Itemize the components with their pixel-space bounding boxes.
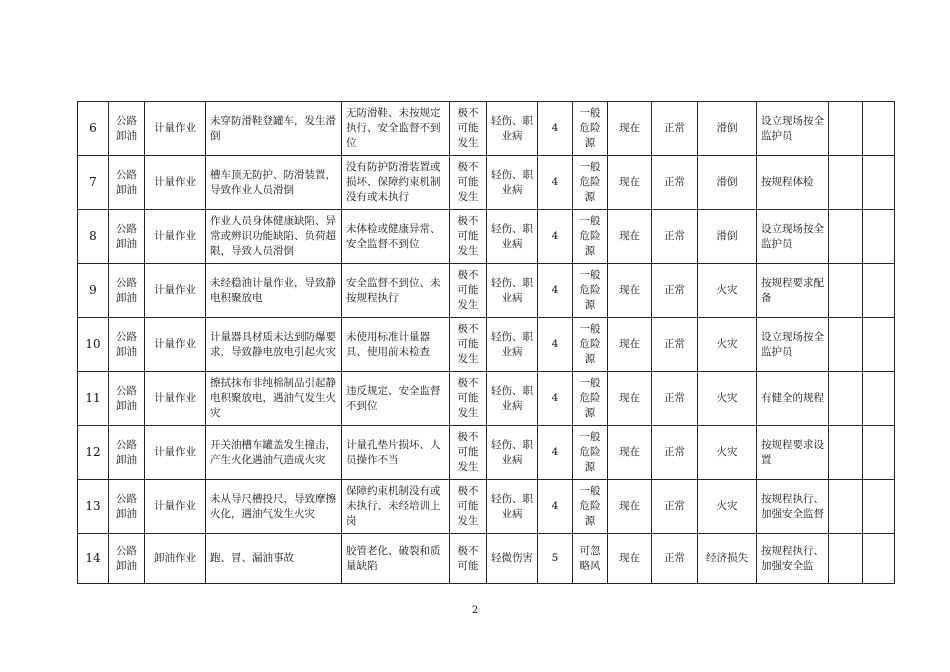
condition-cell: 正常 (652, 372, 698, 426)
condition-cell: 正常 (652, 426, 698, 480)
empty-cell (863, 264, 895, 318)
row-number: 7 (78, 156, 109, 210)
table-row (78, 264, 895, 318)
empty-cell (863, 372, 895, 426)
control-measure-cell: 按规程体检 (757, 156, 829, 210)
hazard-cell: 作业人员身体健康缺陷、异常或辨识功能缺陷、负荷超限，导致人员滑倒 (206, 210, 342, 264)
empty-cell (829, 102, 863, 156)
hazard-cell: 槽车顶无防护、防滑装置，导致作业人员滑倒 (206, 156, 342, 210)
risk-level-cell: 一般危险源 (573, 264, 608, 318)
activity-cell: 计量作业 (145, 102, 206, 156)
control-measure-cell: 按规程执行、加强安全监 (757, 534, 829, 584)
hazard-cell: 未从导尺槽投尺，导致摩擦火化，遇油气发生火灾 (206, 480, 342, 534)
empty-cell (829, 210, 863, 264)
risk-level-cell: 一般危险源 (573, 210, 608, 264)
severity-cell: 轻微伤害 (487, 534, 538, 584)
empty-cell (829, 156, 863, 210)
row-number: 9 (78, 264, 109, 318)
time-state-cell: 现在 (608, 372, 652, 426)
location-cell: 公路卸油 (109, 210, 145, 264)
score-cell: 4 (538, 318, 573, 372)
table-row (78, 534, 895, 584)
consequence-cell: 滑倒 (698, 102, 757, 156)
row-number: 8 (78, 210, 109, 264)
time-state-cell: 现在 (608, 318, 652, 372)
activity-cell: 计量作业 (145, 210, 206, 264)
table-row (78, 426, 895, 480)
consequence-cell: 滑倒 (698, 210, 757, 264)
severity-cell: 轻伤、职业病 (487, 480, 538, 534)
location-cell: 公路卸油 (109, 156, 145, 210)
activity-cell: 计量作业 (145, 426, 206, 480)
table-row (78, 480, 895, 534)
risk-assessment-table (77, 101, 895, 584)
cause-cell: 计量孔垫片损坏、人员操作不当 (342, 426, 450, 480)
control-measure-cell: 按规程执行、加强安全监督 (757, 480, 829, 534)
score-cell: 5 (538, 534, 573, 584)
location-cell: 公路卸油 (109, 372, 145, 426)
severity-cell: 轻伤、职业病 (487, 318, 538, 372)
likelihood-cell: 极不可能 (450, 534, 487, 584)
score-cell: 4 (538, 426, 573, 480)
row-number: 10 (78, 318, 109, 372)
page-number: 2 (471, 605, 479, 616)
consequence-cell: 火灾 (698, 480, 757, 534)
time-state-cell: 现在 (608, 102, 652, 156)
risk-level-cell: 一般危险源 (573, 426, 608, 480)
time-state-cell: 现在 (608, 534, 652, 584)
time-state-cell: 现在 (608, 480, 652, 534)
likelihood-cell: 极不可能发生 (450, 102, 487, 156)
empty-cell (863, 156, 895, 210)
activity-cell: 计量作业 (145, 480, 206, 534)
time-state-cell: 现在 (608, 156, 652, 210)
condition-cell: 正常 (652, 264, 698, 318)
control-measure-cell: 按规程要求设置 (757, 426, 829, 480)
consequence-cell: 火灾 (698, 264, 757, 318)
likelihood-cell: 极不可能发生 (450, 480, 487, 534)
score-cell: 4 (538, 102, 573, 156)
location-cell: 公路卸油 (109, 534, 145, 584)
consequence-cell: 火灾 (698, 318, 757, 372)
table-row (78, 156, 895, 210)
row-number: 14 (78, 534, 109, 584)
consequence-cell: 火灾 (698, 426, 757, 480)
risk-level-cell: 一般危险源 (573, 102, 608, 156)
condition-cell: 正常 (652, 480, 698, 534)
risk-level-cell: 一般危险源 (573, 480, 608, 534)
activity-cell: 计量作业 (145, 264, 206, 318)
activity-cell: 计量作业 (145, 372, 206, 426)
empty-cell (863, 480, 895, 534)
score-cell: 4 (538, 210, 573, 264)
empty-cell (829, 318, 863, 372)
severity-cell: 轻伤、职业病 (487, 264, 538, 318)
table-row (78, 102, 895, 156)
control-measure-cell: 设立现场按全监护员 (757, 102, 829, 156)
empty-cell (863, 210, 895, 264)
control-measure-cell: 设立现场按全监护员 (757, 210, 829, 264)
control-measure-cell: 按规程要求配备 (757, 264, 829, 318)
condition-cell: 正常 (652, 318, 698, 372)
likelihood-cell: 极不可能发生 (450, 372, 487, 426)
condition-cell: 正常 (652, 534, 698, 584)
condition-cell: 正常 (652, 210, 698, 264)
score-cell: 4 (538, 156, 573, 210)
hazard-cell: 未经稳油计量作业，导致静电积聚放电 (206, 264, 342, 318)
cause-cell: 未使用标准计量器具、使用前未检查 (342, 318, 450, 372)
score-cell: 4 (538, 264, 573, 318)
severity-cell: 轻伤、职业病 (487, 156, 538, 210)
empty-cell (829, 426, 863, 480)
consequence-cell: 滑倒 (698, 156, 757, 210)
likelihood-cell: 极不可能发生 (450, 264, 487, 318)
cause-cell: 胶管老化、破裂和质量缺陷 (342, 534, 450, 584)
hazard-cell: 擦拭抹布非纯棉制品引起静电积聚放电，遇油气发生火灾 (206, 372, 342, 426)
row-number: 12 (78, 426, 109, 480)
location-cell: 公路卸油 (109, 426, 145, 480)
table-row (78, 318, 895, 372)
empty-cell (829, 480, 863, 534)
hazard-cell: 未穿防滑鞋登罐车，发生滑倒 (206, 102, 342, 156)
score-cell: 4 (538, 372, 573, 426)
risk-level-cell: 一般危险源 (573, 372, 608, 426)
likelihood-cell: 极不可能发生 (450, 210, 487, 264)
hazard-cell: 跑、冒、漏油事故 (206, 534, 342, 584)
table-row (78, 372, 895, 426)
empty-cell (829, 264, 863, 318)
activity-cell: 计量作业 (145, 318, 206, 372)
likelihood-cell: 极不可能发生 (450, 318, 487, 372)
condition-cell: 正常 (652, 102, 698, 156)
likelihood-cell: 极不可能发生 (450, 156, 487, 210)
severity-cell: 轻伤、职业病 (487, 372, 538, 426)
cause-cell: 保障约束机制没有或未执行、未经培训上岗 (342, 480, 450, 534)
condition-cell: 正常 (652, 156, 698, 210)
table-row (78, 210, 895, 264)
risk-level-cell: 一般危险源 (573, 156, 608, 210)
hazard-cell: 开关油槽车罐盖发生撞击，产生火化遇油气造成火灾 (206, 426, 342, 480)
hazard-cell: 计量器具材质未达到防爆要求，导致静电放电引起火灾 (206, 318, 342, 372)
empty-cell (863, 318, 895, 372)
score-cell: 4 (538, 480, 573, 534)
row-number: 11 (78, 372, 109, 426)
cause-cell: 无防滑鞋、未按规定执行、安全监督不到位 (342, 102, 450, 156)
row-number: 6 (78, 102, 109, 156)
time-state-cell: 现在 (608, 426, 652, 480)
time-state-cell: 现在 (608, 264, 652, 318)
location-cell: 公路卸油 (109, 480, 145, 534)
activity-cell: 卸油作业 (145, 534, 206, 584)
time-state-cell: 现在 (608, 210, 652, 264)
empty-cell (829, 372, 863, 426)
empty-cell (863, 102, 895, 156)
cause-cell: 违反规定、安全监督不到位 (342, 372, 450, 426)
empty-cell (863, 534, 895, 584)
empty-cell (829, 534, 863, 584)
location-cell: 公路卸油 (109, 318, 145, 372)
activity-cell: 计量作业 (145, 156, 206, 210)
risk-level-cell: 一般危险源 (573, 318, 608, 372)
consequence-cell: 火灾 (698, 372, 757, 426)
location-cell: 公路卸油 (109, 102, 145, 156)
severity-cell: 轻伤、职业病 (487, 210, 538, 264)
severity-cell: 轻伤、职业病 (487, 102, 538, 156)
cause-cell: 没有防护防滑装置或损坏、保障约束机制没有或未执行 (342, 156, 450, 210)
control-measure-cell: 设立现场按全监护员 (757, 318, 829, 372)
risk-level-cell: 可忽略风 (573, 534, 608, 584)
likelihood-cell: 极不可能发生 (450, 426, 487, 480)
cause-cell: 安全监督不到位、未按规程执行 (342, 264, 450, 318)
severity-cell: 轻伤、职业病 (487, 426, 538, 480)
cause-cell: 未体检或健康异常、安全监督不到位 (342, 210, 450, 264)
control-measure-cell: 有健全的规程 (757, 372, 829, 426)
location-cell: 公路卸油 (109, 264, 145, 318)
row-number: 13 (78, 480, 109, 534)
consequence-cell: 经济损失 (698, 534, 757, 584)
empty-cell (863, 426, 895, 480)
